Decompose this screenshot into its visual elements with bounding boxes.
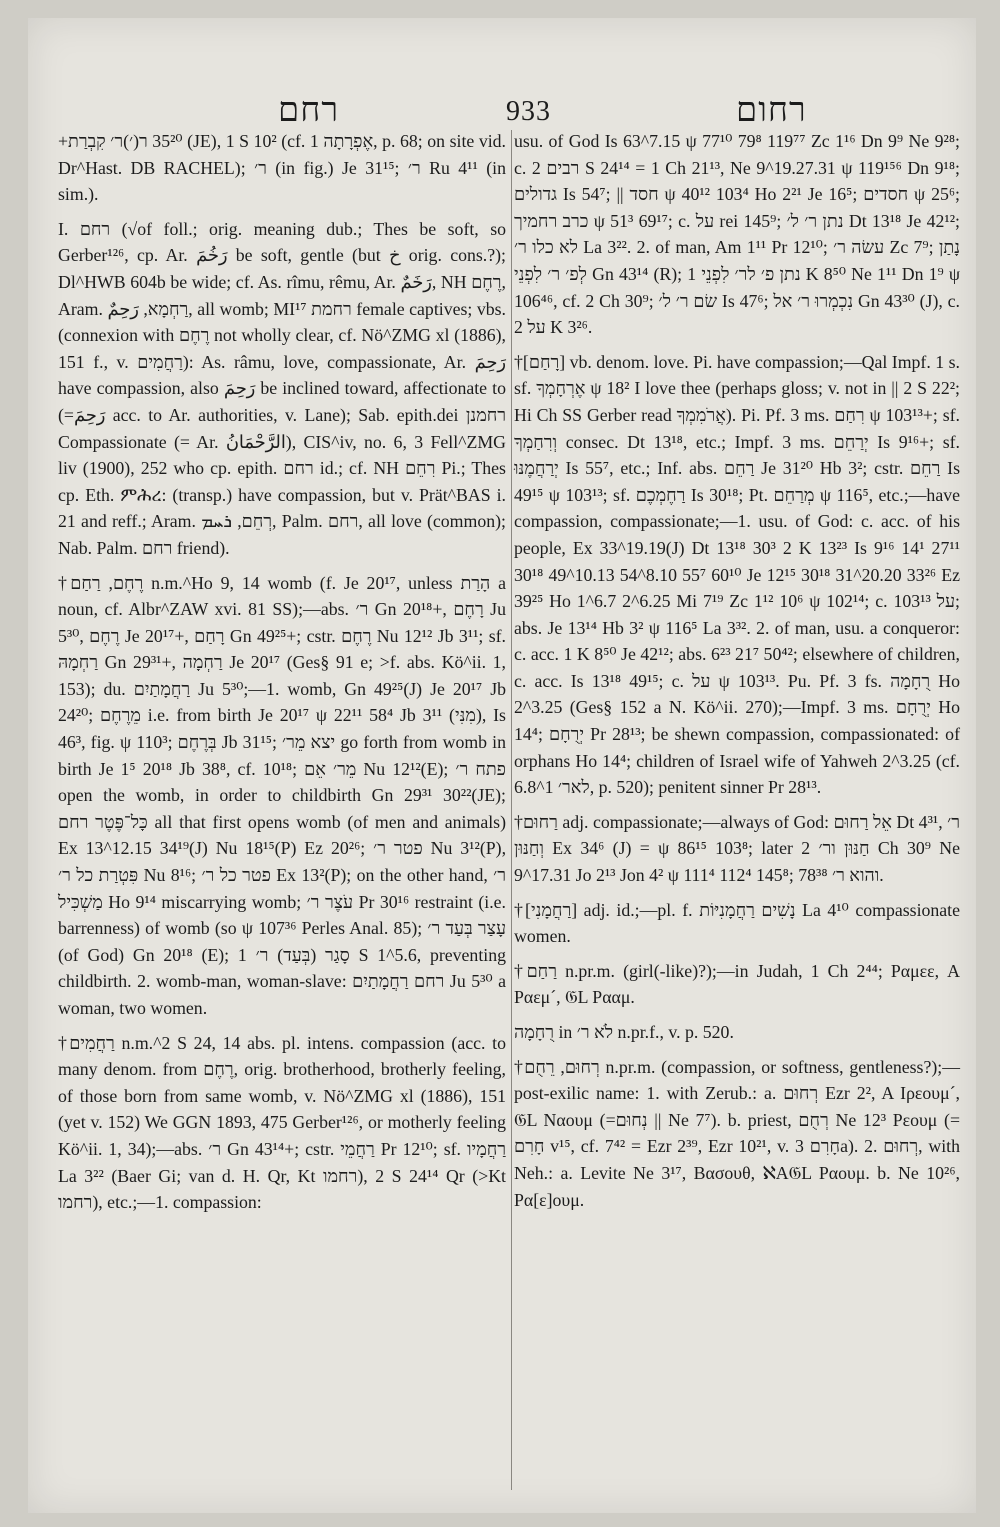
- running-head-left: רחם: [278, 92, 340, 129]
- right-column: [514, 128, 960, 1213]
- entry-qibrat-continuation: +ר(׳)ר׳ קִבְרַת ‎35²⁰ (JE), 1 S 10² (cf. אֶפְרָתָה 1, p. 68; on site vid. Dr^Hast. DB RACHEL); ר׳ (in fig.) Je 31¹⁵; ר׳ Ru 4¹¹ (in sim.).: [58, 131, 506, 205]
- entry-rahum-adj: †רַחוּם adj. compassionate;—always of God: אֵל רַחוּם Dt 4³¹, ר׳ וְחַנּוּן Ex 34⁶ (J) = ψ 86¹⁵ 103⁸; later חַנּוּן ור׳ 2 Ch 30⁹ Ne 9^17.31 Jo 2¹³ Jon 4² ψ 111⁴ 112⁴ 145⁸; והוא ר׳ 78³⁸.: [514, 811, 961, 886]
- entry-ruhamah: רֻחָמָה in לֹא ר׳ n.pr.f., v. p. 520.: [514, 1022, 734, 1042]
- entry-raham-verb: †[רָחַם] vb. denom. love. Pi. have compassion;—Qal Impf. 1 s. sf. אֶרְחָמְךָ ψ 18² I love thee (perhaps gloss; v. not in || 2 S 22²; Hi Ch SS Gerber read אֲרֹמִמְךָ). Pi. Pf. 3 ms. רִחַם ψ 103¹³+; sf. וְרִחַמְךָ consec. Dt 13¹⁸, etc.; Impf. 3 ms. יְרַחֵם Is 9¹⁶+; sf. יְרַחֲמֶנּוּ Is 55⁷, etc.; Inf. abs. רַחֵם Je 31²⁰ Hb 3²; cstr. רַחֵם Is 49¹⁵ ψ 103¹³; sf. רַחֶמְכֶם Is 30¹⁸; Pt. מְרַחֵם ψ 116⁵, etc.;—have compassion, compassionate;—1. usu. of God: c. acc. of his people, Ex 33^19.19(J) Dt 13¹⁸ 30³ 2 K 13²³ Is 9¹⁶ 14¹ 27¹¹ 30¹⁸ 49^10.13 54^8.10 55⁷ 60¹⁰ Je 12¹⁵ 30¹⁸ 31^20.20 33²⁶ Ez 39²⁵ Ho 1^6.7 2^6.25 Mi 7¹⁹ Zc 1¹² 10⁶ ψ 102¹⁴; c. על 103¹³; abs. Je 13¹⁴ Hb 3² ψ 116⁵ La 3³². 2. of man, usu. a conqueror: c. acc. 1 K 8⁵⁰ Je 42¹²; abs. 6²³ 21⁷ 50⁴²; elsewhere of children, c. acc. Is 13¹⁸ 49¹⁵; c. על ψ 103¹³. Pu. Pf. 3 fs. רֻחָמָה Ho 2^3.25 (Ges§ 152 a N. Kö^ii. 270);—Impf. 3 ms. יְרֻחָם Ho 14⁴; יְרֻחָם Pr 28¹³; be shewn compassion, compassionated: of orphans Ho 14⁴; children of Israel wife of Yahweh 2^3.25 (cf. לאר׳ 1^6.8, p. 520); penitent sinner Pr 28¹³.: [514, 351, 961, 798]
- entry-raham-proper-name: †רַחַם n.pr.m. (girl(-like)?);—in Judah, 1 Ch 2⁴⁴; Ραμεε, A Ραεμ´, 𝔊L Ρααμ.: [514, 960, 960, 1008]
- entry-rahamim: †רַחֲמִים n.m.^2 S 24, 14 abs. pl. intens. compassion (acc. to many denom. from רֶחֶם, orig. brotherhood, brotherly feeling, of those born from same womb, v. Nö^ZMG xl (1886), 151 (yet v. 152) We GGN 1893, 475 Gerber¹²⁶, or motherly feeling Kö^ii. 1, 34);—abs. ר׳ Gn 43¹⁴+; cstr. רַחֲמֵי Pr 12¹⁰; sf. רַחֲמָיו La 3²² (Baer Gi; van d. H. Qr, Kt רחמו), 2 S 24¹⁴ Qr (>Kt רחמו), etc.;—1. compassion:: [58, 1032, 507, 1213]
- entry-rehem-womb: †רֶחֶם, רַחַם n.m.^Ho 9, 14 womb (f. Je 20¹⁷, unless הָרַת a noun, cf. Albr^ZAW xvi. 81 SS);—abs. ר׳ Gn 20¹⁸+, רָחֶם Ju 5³⁰, רֶחֶם Je 20¹⁷+, רָחַם Gn 49²⁵+; cstr. רֶחֶם Nu 12¹² Jb 3¹¹; sf. רַחְמָהּ Gn 29³¹+, רַחְמָה Je 20¹⁷ (Ges§ 91 e; >f. abs. Kö^ii. 1, 153); du. רַחֲמָתַיִם Ju 5³⁰;—1. womb, Gn 49²⁵(J) Je 20¹⁷ Jb 24²⁰; מֵרֶחֶם i.e. from birth Je 20¹⁷ ψ 22¹¹ 58⁴ Jb 3¹¹ (מִנִּי), Is 46³, fig. ψ 110³; בְּרֶחֶם Jb 31¹⁵; יצא מֵר׳ go forth from womb in birth Je 1⁵ 20¹⁸ Jb 38⁸, cf. 10¹⁸; מֵר׳ אֵם Nu 12¹²(E); פתח ר׳ open the womb, in order to childbirth Gn 29³¹ 30²²(JE); כָּל־פֶּטֶר רחם all that first opens womb (of men and animals) Ex 13^12.15 34¹⁹(J) Nu 18¹⁵(P) Ez 20²⁶; פטר ר׳ Nu 3¹²(P), פִּטְרַת כל ר׳ Nu 8¹⁶; פטר כל ר׳ Ex 13²(P); on the other hand, ר׳ מַשְׁכִּיל Ho 9¹⁴ miscarrying womb; עֹצֶר ר׳ Pr 30¹⁶ restraint (i.e. barrenness) of womb (so ψ 107³⁶ Perles Anal. 85); עָצַר בְּעַד ר׳ (of God) Gn 20¹⁸ (E); סָגַר (בְּעַד) ר׳ 1 S 1^5.6, preventing childbirth. 2. womb-man, woman-slave: רחם רַחֲמָתַיִם Ju 5³⁰ a woman, two women.: [58, 572, 507, 1018]
- left-column: [58, 128, 506, 1216]
- entry-root-rhm: I. רחם (√of foll.; orig. meaning dub.; Thes be soft, so Gerber¹²⁶, cp. Ar. رَخُمَ be soft, gentle (but خ orig. cons.?); Dl^HWB 604b be wide; cf. As. rîmu, rêmu, Ar. رَخَمٌ, NH רֶחֶם, Aram. רַחְמָא, رَحِمٌ, all womb; MI¹⁷ רחמת female captives; vbs. (connexion with רֶחֶם not wholly clear, cf. Nö^ZMG xl (1886), 151 f., v. רַחֲמִים): As. râmu, love, compassionate, Ar. رَحِمَ have compassion, also رَحِمَ be inclined toward, affectionate to (=رَحِمَ acc. to Ar. authorities, v. Lane); Sab. epith.dei רחמנן Compassionate (= Ar. الرَّحْمَانُ), CIS^iv, no. 6, 3 Fell^ZMG liv (1900), 252 who cp. epith. רחם id.; cf. NH רִחֵם Pi.; Thes cp. Eth. ምሕረ: (transp.) have compassion, but v. Prät^BAS i. 21 and reff.; Aram. רְחֵם, ܪܚܡ, Palm. רחם, all love (common); Nab. Palm. רחם friend).: [58, 218, 507, 558]
- running-head-right: רחום: [736, 92, 807, 129]
- entry-rehum: †רְחוּם, רֵחֻם n.pr.m. (compassion, or softness, gentleness?);—post-exilic name: 1. with Zerub.: a. רְחוּם Ezr 2², A Ιρεουμ´, 𝔊L Ναουμ (=נְחוּם || Ne 7⁷). b. priest, רְחֻם Ne 12³ Ρεουμ (= חָרִם v¹⁵, cf. 7⁴² = Ezr 2³⁹, Ezr 10²¹, v. חָרִם 3a). 2. רְחוּם, with Neh.: a. Levite Ne 3¹⁷, Βασουθ, ℵA𝔊L Ραουμ. b. Ne 10²⁶, Ρα[ε]ουμ.: [514, 1056, 960, 1210]
- page-number: 933: [506, 96, 551, 127]
- entry-rahamim-continuation: usu. of God Is 63^7.15 ψ 77¹⁰ 79⁸ 119⁷⁷ Zc 1¹⁶ Dn 9⁹ Ne 9²⁸; c. רבים 2 S 24¹⁴ = 1 Ch 21¹³, Ne 9^19.27.31 ψ 119¹⁵⁶ Dn 9¹⁸; גדולים Is 54⁷; || חסד ψ 40¹² 103⁴ Ho 2²¹ Je 16⁵; חסדים ψ 25⁶; כרב רחמיך ψ 51³ 69¹⁷; c. על rei 145⁹; נתן ר׳ ל׳ Dt 13¹⁸ Je 42¹²; לא כלו ר׳ La 3²². 2. of man, Am 1¹¹ Pr 12¹⁰; עשׂה ר׳ Zc 7⁹; נָתַן לְפ׳ ר׳ לִפְנֵי Gn 43¹⁴ (R); נתן פ׳ לר׳ לִפְנֵי 1 K 8⁵⁰ Ne 1¹¹ Dn 1⁹ ψ 106⁴⁶, cf. 2 Ch 30⁹; שׂם ר׳ ל׳ Is 47⁶; נִכְמְרוּ ר׳ אל Gn 43³⁰ (J), c. על 2 K 3²⁶.: [514, 131, 961, 338]
- entry-rahamani: †[רַחֲמָנִי] adj. id.;—pl. f. נָשִׁים רַחֲמָנִיּוֹת La 4¹⁰ compassionate women.: [514, 899, 961, 947]
- column-rule: [511, 130, 512, 1490]
